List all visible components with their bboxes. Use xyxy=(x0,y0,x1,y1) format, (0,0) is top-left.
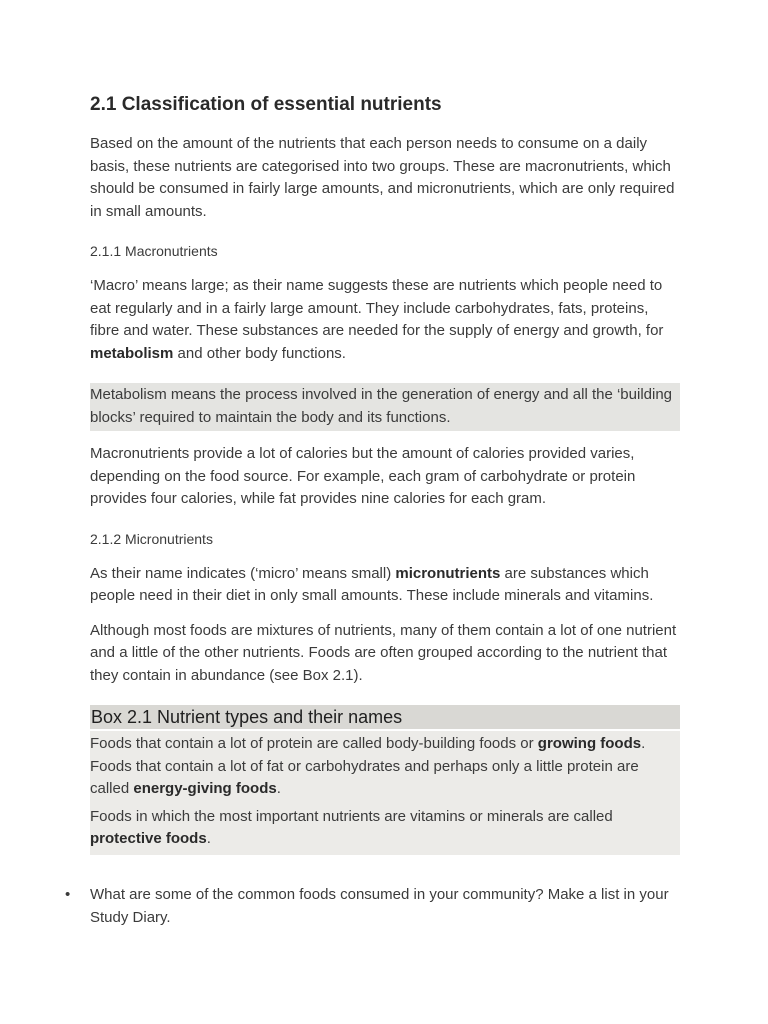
macronutrients-paragraph: ‘Macro’ means large; as their name suggests these are nutrients which people need to eat regularly and in a fairly large amount. They include carbohydrates, fats, proteins, fibre and water. These substances are needed for the supply of energy and growth, for metabolism and other body functions. xyxy=(90,277,664,362)
box-body xyxy=(90,731,680,855)
calories-paragraph: Macronutrients provide a lot of calories but the amount of calories provided varies, depending on the food source. For example, each gram of carbohydrate or protein provides four calories, while fat provides nine calories for each gram. xyxy=(90,445,636,507)
box-title: Box 2.1 Nutrient types and their names xyxy=(90,705,680,729)
section-content xyxy=(90,92,680,855)
metabolism-note xyxy=(90,383,680,431)
activity-question: What are some of the common foods consumed in your community? Make a list in your Study Diary. xyxy=(90,886,669,926)
macronutrients-heading: 2.1.1 Macronutrients xyxy=(90,243,218,259)
activity-list-item xyxy=(65,884,685,929)
protective-foods-term: protective foods xyxy=(90,830,207,847)
bullet-icon: • xyxy=(65,886,71,903)
growing-foods-term: growing foods xyxy=(537,735,642,752)
food-mixtures-paragraph: Although most foods are mixtures of nutrients, many of them contain a lot of one nutrient and a little of the other nutrients. Foods are often grouped according to the nutrient that they contain in abundance (see Box 2.1). xyxy=(90,621,677,684)
metabolism-term: metabolism xyxy=(90,344,174,362)
micronutrients-term: micronutrients xyxy=(395,564,501,582)
section-title: 2.1 Classification of essential nutrients xyxy=(90,94,442,115)
box-paragraph-protein-energy: Foods that contain a lot of protein are called body-building foods or growing foods. Foods that contain a lot of fat or carbohydrates and perhaps only a little protein are called energy-giving foods. xyxy=(90,735,646,797)
energy-giving-foods-term: energy-giving foods xyxy=(133,780,277,797)
micronutrients-heading: 2.1.2 Micronutrients xyxy=(90,530,213,547)
intro-paragraph: Based on the amount of the nutrients that each person needs to consume on a daily basis, these nutrients are categorised into two groups. These are macronutrients, which should be consumed in fairly large amounts, and micronutrients, which are only required in small amounts. xyxy=(90,135,675,220)
metabolism-definition: Metabolism means the process involved in the generation of energy and all the ‘building blocks’ required to maintain the body and its functions. xyxy=(90,386,673,426)
micronutrients-paragraph: As their name indicates (‘micro’ means small) micronutrients are substances which people need in their diet in only small amounts. These include minerals and vitamins. xyxy=(90,564,654,604)
box-paragraph-protective: Foods in which the most important nutrients are vitamins or minerals are called protective foods. xyxy=(90,807,613,847)
